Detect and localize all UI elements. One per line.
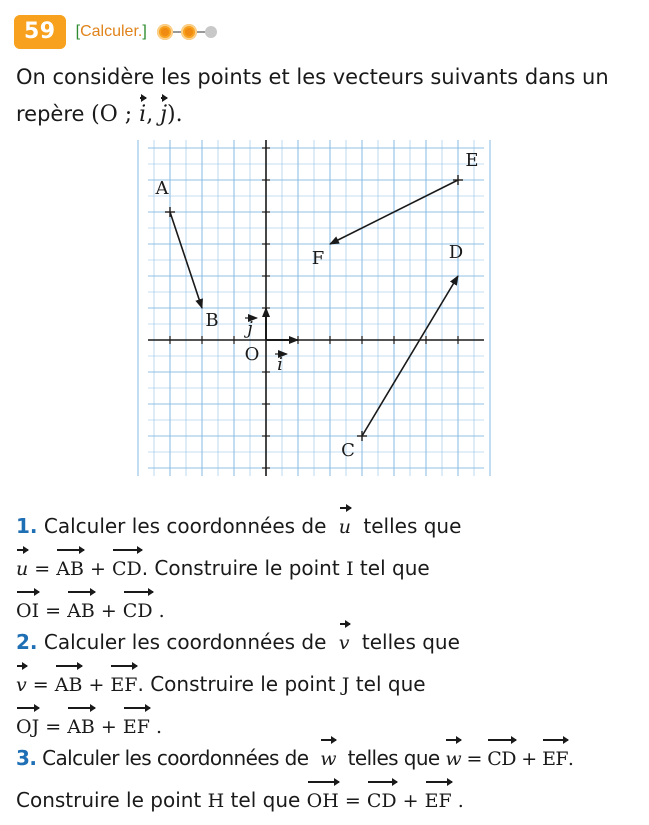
label-i: i: [277, 354, 283, 375]
statement-line-2: repère (O ; i, j).: [16, 94, 636, 132]
statement-line-1: On considère les points et les vecteurs suivants dans un: [16, 65, 609, 89]
skill-tag-label: Calculer.: [80, 23, 143, 40]
question-number: 3.: [16, 746, 37, 770]
point-labels: [155, 150, 479, 461]
question-number: 1.: [16, 514, 38, 538]
vector-u: u: [339, 504, 351, 546]
label-D: D: [448, 242, 464, 263]
difficulty-dot-empty: [205, 26, 217, 38]
difficulty-dot-filled: [157, 24, 173, 40]
label-F: F: [311, 248, 325, 269]
question-number: 2.: [16, 630, 38, 654]
label-C: C: [341, 440, 355, 461]
exercise-header: [14, 12, 217, 52]
exercise-number: 59: [14, 15, 66, 49]
coordinate-graph: [136, 132, 516, 484]
label-E: E: [465, 150, 479, 171]
exercise-statement: [16, 60, 636, 132]
question-2: 2. Calculer les coordonnées de v telles que v = AB + EF. Construire le point J tel que OJ = AB + EF .: [16, 620, 641, 746]
label-origin: O: [244, 344, 260, 365]
difficulty-indicator: [157, 24, 217, 40]
vector-w: w: [320, 736, 336, 778]
label-B: B: [205, 310, 219, 331]
skill-tag: [Calculer.]: [75, 23, 147, 40]
difficulty-dot-filled: [181, 24, 197, 40]
question-1: 1. Calculer les coordonnées de u telles que u = AB + CD. Construire le point I tel que OI = AB + CD .: [16, 504, 641, 630]
vector-v: v: [339, 620, 350, 662]
question-3: 3. Calculer les coordonnées de w telles que w = CD + EF. Construire le point H tel que OH = CD + EF .: [16, 736, 641, 820]
label-A: A: [155, 178, 169, 199]
label-j: j: [247, 318, 253, 339]
